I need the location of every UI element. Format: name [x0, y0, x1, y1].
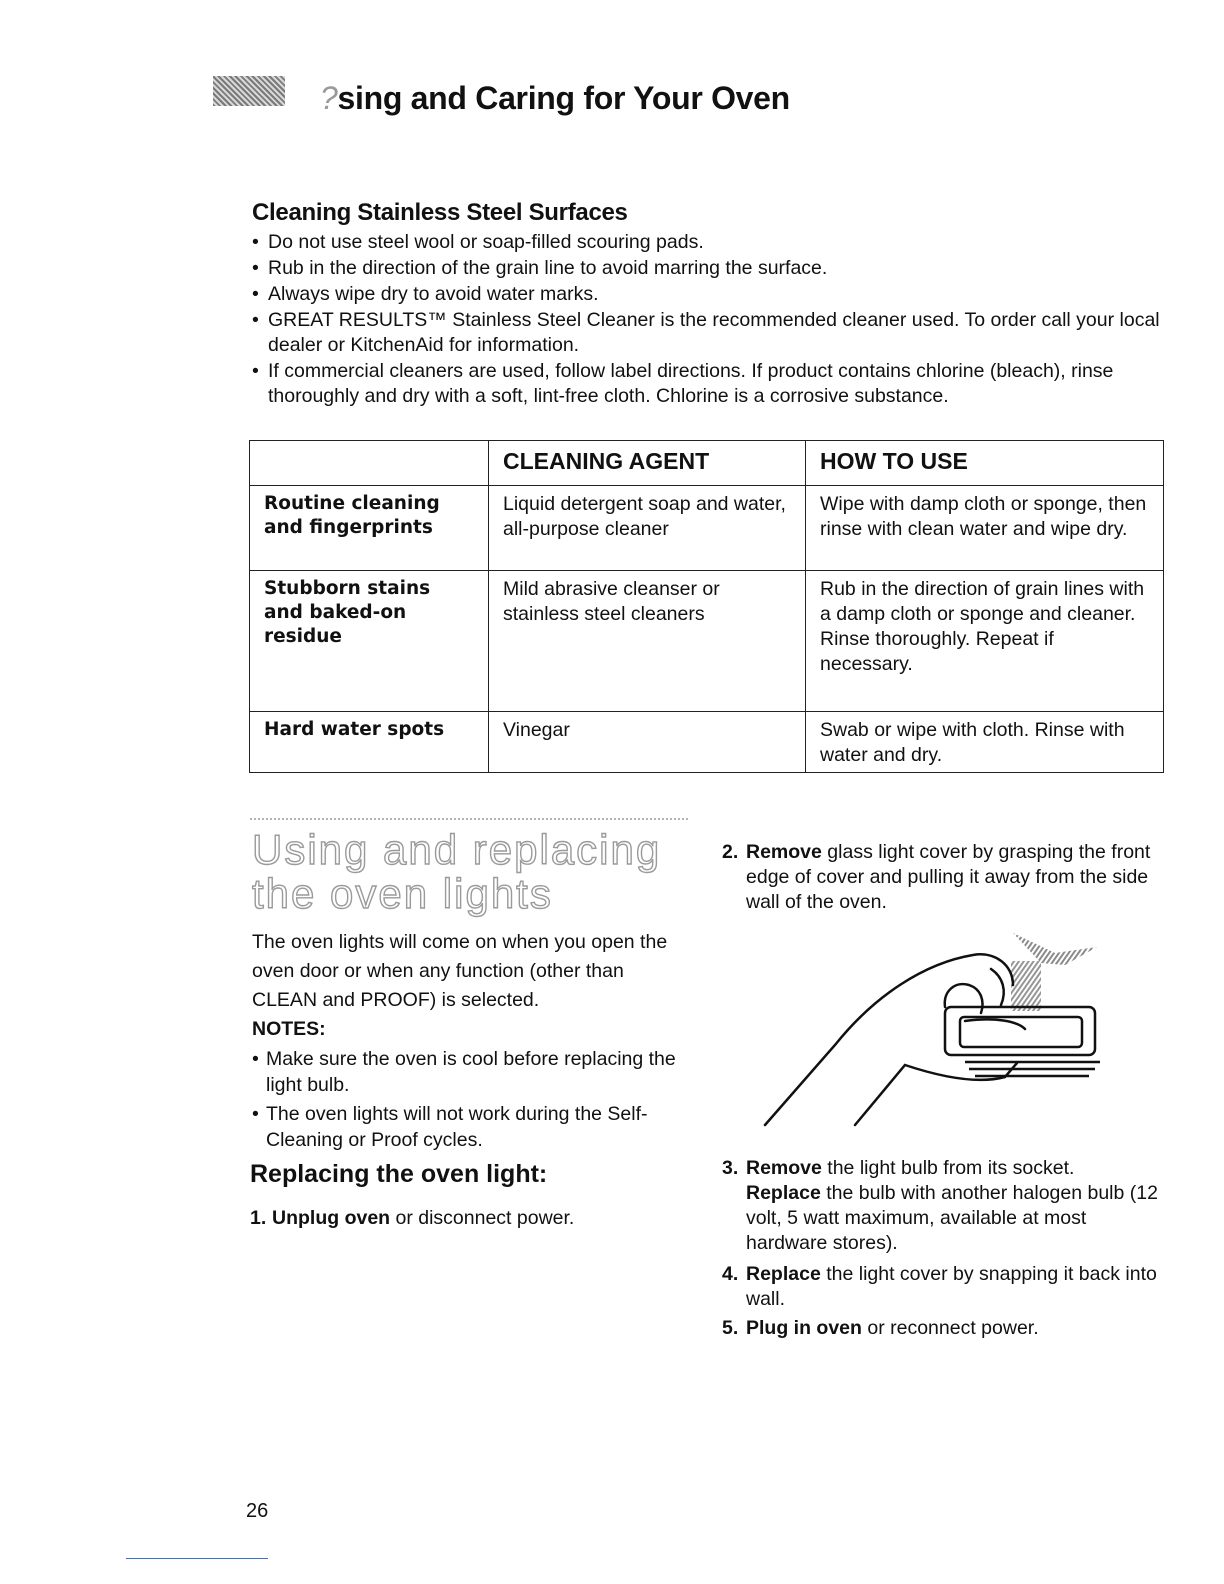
step-number: 4.	[722, 1263, 739, 1285]
notes-label: NOTES:	[252, 1018, 326, 1040]
step-text: the light cover by snapping it back into wall.	[746, 1263, 1157, 1310]
step-item	[722, 840, 1162, 915]
step-lead: Remove	[746, 841, 822, 863]
table-header-row	[250, 441, 1164, 486]
list-item: • Rub in the direction of the grain line to avoid marring the surface.	[252, 256, 1162, 281]
list-item: • Do not use steel wool or soap-filled scouring pads.	[252, 230, 1162, 255]
light-cover-icon	[945, 1007, 1100, 1076]
step-text: the bulb with another halogen bulb (12 volt, 5 watt maximum, available at most hardware stores).	[746, 1182, 1158, 1254]
step-lead: Replace	[746, 1263, 821, 1285]
section-divider	[250, 818, 688, 820]
step-text: the light bulb from its socket.	[821, 1157, 1075, 1179]
page-title	[320, 80, 790, 117]
step-lead: Remove	[746, 1157, 822, 1179]
page-title-text: sing and Caring for Your Oven	[337, 80, 790, 116]
lights-intro-text: The oven lights will come on when you open the oven door or when any function (other than CLEAN and PROOF) is selected.	[252, 931, 668, 1011]
stainless-heading: Cleaning Stainless Steel Surfaces	[252, 199, 628, 226]
step-number: 2.	[722, 841, 739, 863]
table-cell-agent: Liquid detergent soap and water, all-purpose cleaner	[489, 486, 806, 571]
header-decorative-swatch	[213, 76, 285, 106]
lights-heading-line: the oven lights	[252, 870, 553, 917]
light-cover-removal-illustration	[755, 925, 1125, 1135]
list-item: • Always wipe dry to avoid water marks.	[252, 282, 1162, 307]
step-item	[250, 1206, 690, 1231]
wall-hatch-icon	[1011, 933, 1097, 1011]
step-number: 5.	[722, 1317, 739, 1339]
step-item	[722, 1316, 1162, 1341]
table-header-cell: CLEANING AGENT	[489, 441, 806, 486]
step-lead: Replace	[746, 1182, 821, 1204]
step-text: or reconnect power.	[861, 1317, 1039, 1339]
notes-list	[252, 1046, 682, 1156]
table-row	[250, 712, 1164, 773]
bottom-rule	[126, 1558, 268, 1559]
list-item: • If commercial cleaners are used, follow label directions. If product contains chlorine (bleach), rinse thoroughly and dry with a soft, lint-free cloth. Chlorine is a corrosive substance.	[252, 359, 1162, 409]
table-cell-how: Swab or wipe with cloth. Rinse with water and dry.	[806, 712, 1164, 773]
step-item	[722, 1262, 1162, 1312]
table-cell-situation: Routine cleaning and fingerprints	[250, 486, 489, 571]
table-row	[250, 486, 1164, 571]
stainless-bullet-list	[252, 230, 1162, 410]
table-header-cell	[250, 441, 489, 486]
table-cell-situation: Stubborn stains and baked-on residue	[250, 571, 489, 712]
list-item: • Make sure the oven is cool before replacing the light bulb.	[252, 1046, 682, 1098]
page-number: 26	[246, 1500, 269, 1522]
list-item: • The oven lights will not work during the Self-Cleaning or Proof cycles.	[252, 1101, 682, 1153]
table-header-cell: HOW TO USE	[806, 441, 1164, 486]
step-number: 3.	[722, 1157, 739, 1179]
lights-heading-line: Using and replacing	[252, 826, 662, 873]
table-cell-agent: Mild abrasive cleanser or stainless steel cleaners	[489, 571, 806, 712]
cleaning-table	[249, 440, 1164, 773]
step-text: glass light cover by grasping the front edge of cover and pulling it away from the side wall of the oven.	[746, 841, 1151, 913]
page-title-initial: ?	[320, 80, 338, 116]
table-cell-how: Rub in the direction of grain lines with a damp cloth or sponge and cleaner. Rinse thoroughly. Repeat if necessary.	[806, 571, 1164, 712]
lights-heading	[252, 828, 692, 916]
step-number: 1.	[250, 1207, 267, 1229]
table-cell-agent: Vinegar	[489, 712, 806, 773]
step-lead: Plug in oven	[746, 1317, 862, 1339]
table-row	[250, 571, 1164, 712]
table-cell-how: Wipe with damp cloth or sponge, then rinse with clean water and wipe dry.	[806, 486, 1164, 571]
hand-icon	[765, 954, 1025, 1125]
step-lead: Unplug oven	[272, 1207, 391, 1229]
table-cell-situation: Hard water spots	[250, 712, 489, 773]
list-item: • GREAT RESULTS™ Stainless Steel Cleaner is the recommended cleaner used. To order call your local dealer or KitchenAid for information.	[252, 308, 1162, 358]
step-text: or disconnect power.	[390, 1207, 575, 1229]
step-item	[722, 1156, 1162, 1256]
replace-heading: Replacing the oven light:	[250, 1160, 548, 1188]
